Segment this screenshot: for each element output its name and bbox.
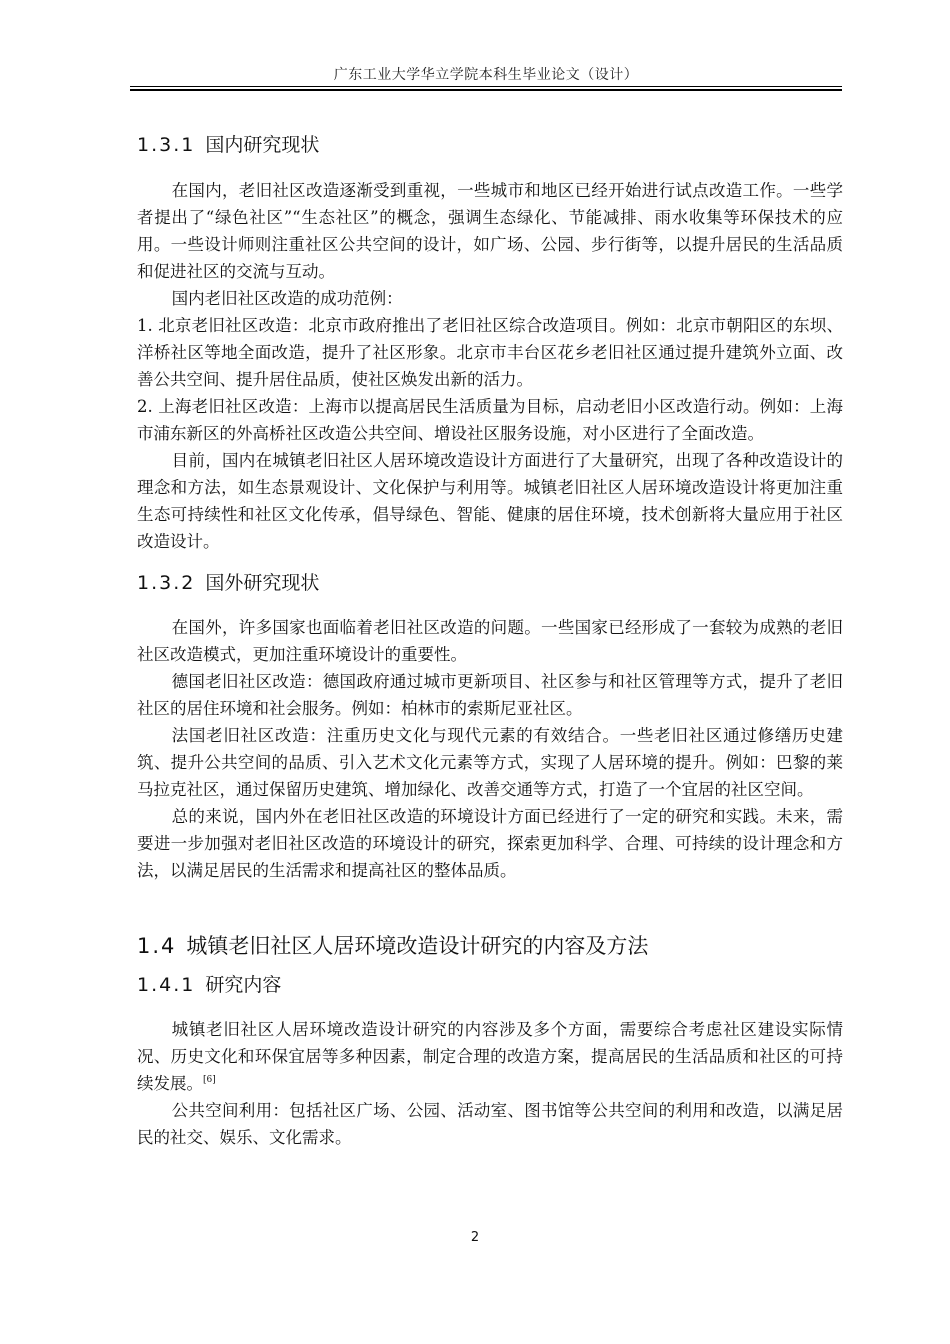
paragraph: 公共空间利用：包括社区广场、公园、活动室、图书馆等公共空间的利用和改造，以满足居民的社交、娱乐、文化需求。	[137, 1101, 843, 1147]
page-body	[137, 132, 843, 1151]
heading-text: 研究内容	[205, 974, 282, 996]
header-rule-thin	[130, 86, 842, 87]
heading-1-3-1	[137, 132, 843, 158]
paragraph-text: 城镇老旧社区人居环境改造设计研究的内容涉及多个方面，需要综合考虑社区建设实际情况、历史文化和环保宜居等多种因素，制定合理的改造方案，提高居民的生活品质和社区的可持续发展。	[137, 1020, 843, 1093]
heading-number: 1.4	[137, 934, 177, 958]
heading-number: 1.4.1	[137, 974, 196, 996]
heading-text: 国外研究现状	[205, 572, 320, 594]
heading-number: 1.3.2	[137, 572, 196, 594]
header-rule-thick	[130, 89, 842, 91]
paragraph: 总的来说，国内外在老旧社区改造的环境设计方面已经进行了一定的研究和实践。未来，需要进一步加强对老旧社区改造的环境设计的研究，探索更加科学、合理、可持续的设计理念和方法，以满足居民的生活需求和提高社区的整体品质。	[137, 807, 843, 880]
citation-marker: [6]	[203, 1075, 216, 1085]
page-header: 广东工业大学华立学院本科生毕业论文（设计）	[333, 67, 639, 83]
heading-1-4-1	[137, 972, 843, 998]
heading-1-3-2	[137, 570, 843, 596]
paragraph	[137, 1016, 843, 1097]
list-item: 1. 北京老旧社区改造：北京市政府推出了老旧社区综合改造项目。例如：北京市朝阳区的东坝、洋桥社区等地全面改造，提升了社区形象。北京市丰台区花乡老旧社区通过提升建筑外立面、改善公共空间、提升居住品质，使社区焕发出新的活力。	[137, 316, 843, 389]
paragraph: 目前，国内在城镇老旧社区人居环境改造设计方面进行了大量研究，出现了各种改造设计的理念和方法，如生态景观设计、文化保护与利用等。城镇老旧社区人居环境改造设计将更加注重生态可持续性和社区文化传承，倡导绿色、智能、健康的居住环境，技术创新将大量应用于社区改造设计。	[137, 451, 843, 551]
paragraph: 德国老旧社区改造：德国政府通过城市更新项目、社区参与和社区管理等方式，提升了老旧社区的居住环境和社会服务。例如：柏林市的索斯尼亚社区。	[137, 672, 843, 718]
paragraph: 在国外，许多国家也面临着老旧社区改造的问题。一些国家已经形成了一套较为成熟的老旧社区改造模式，更加注重环境设计的重要性。	[137, 618, 843, 664]
paragraph: 法国老旧社区改造：注重历史文化与现代元素的有效结合。一些老旧社区通过修缮历史建筑、提升公共空间的品质、引入艺术文化元素等方式，实现了人居环境的提升。例如：巴黎的莱马拉克社区，通过保留历史建筑、增加绿化、改善交通等方式，打造了一个宜居的社区空间。	[137, 726, 843, 799]
heading-text: 城镇老旧社区人居环境改造设计研究的内容及方法	[186, 934, 649, 958]
list-item: 2. 上海老旧社区改造：上海市以提高居民生活质量为目标，启动老旧小区改造行动。例如：上海市浦东新区的外高桥社区改造公共空间、增设社区服务设施，对小区进行了全面改造。	[137, 397, 843, 443]
paragraph: 在国内，老旧社区改造逐渐受到重视，一些城市和地区已经开始进行试点改造工作。一些学者提出了“绿色社区”“生态社区”的概念，强调生态绿化、节能减排、雨水收集等环保技术的应用。一些设计师则注重社区公共空间的设计，如广场、公园、步行街等，以提升居民的生活品质和促进社区的交流与互动。	[137, 181, 843, 281]
heading-text: 国内研究现状	[205, 134, 320, 156]
heading-1-4	[137, 932, 843, 960]
heading-number: 1.3.1	[137, 134, 196, 156]
paragraph: 国内老旧社区改造的成功范例：	[171, 289, 403, 308]
page-number: 2	[470, 1230, 480, 1245]
